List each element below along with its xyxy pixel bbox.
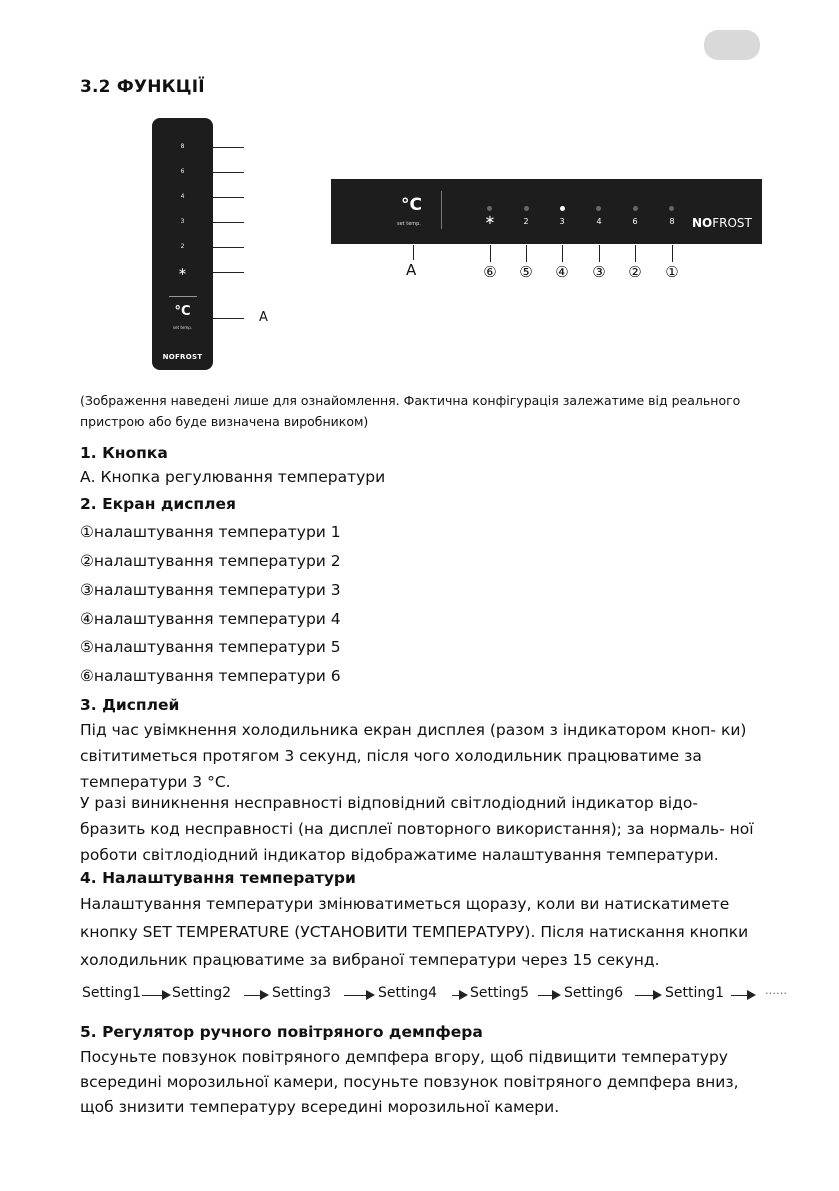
arrow-right-icon (344, 995, 373, 996)
h-callout-tick (635, 245, 636, 262)
h-callout-a: A (406, 261, 417, 279)
heading-display: 3. Дисплей (80, 696, 180, 714)
arrow-right-icon (244, 995, 267, 996)
circled-number-1: ① (665, 263, 679, 281)
v-label-3: 3 (180, 218, 185, 225)
list-item: ⑥налаштування температури 6 (80, 667, 341, 685)
indicator-dot-active (560, 206, 565, 211)
setting-step: Setting3 (272, 985, 332, 1001)
horizontal-control-panel (331, 179, 762, 244)
v-label-8: 8 (180, 143, 185, 150)
v-set-temp-label: set temp. (172, 325, 193, 330)
page-tab (704, 30, 760, 60)
indicator-dot (669, 206, 674, 211)
h-label-4: 4 (596, 217, 602, 226)
v-callout-line (213, 147, 244, 148)
setting-step: Setting1 (82, 985, 142, 1001)
v-label-6: 6 (180, 168, 185, 175)
air-damper-paragraph: Посуньте повзунок повітряного демпфера вгору, щоб підвищити температуру всередині морозильної камери, посуньте повзунок повітряного демпфера вниз, щоб знизити температуру всередині морозильної камери. (80, 1048, 739, 1116)
h-set-temp-label: set temp. (397, 221, 421, 227)
section-title: 3.2 ФУНКЦІЇ (80, 77, 205, 97)
heading-button: 1. Кнопка (80, 444, 168, 462)
v-callout-line (213, 272, 244, 273)
arrow-right-icon (142, 995, 169, 996)
circled-number-3: ③ (592, 263, 606, 281)
setting-step: Setting1 (665, 985, 725, 1001)
h-snowflake-icon: ∗ (484, 213, 496, 228)
image-caption: (Зображення наведені лише для ознайомлення. Фактична конфігурація залежатиме від реального пристрою або буде визначена виробником) (80, 393, 741, 429)
v-callout-line (213, 222, 244, 223)
ellipsis: …… (765, 984, 787, 997)
h-label-6: 6 (632, 217, 638, 226)
h-callout-tick (562, 245, 563, 262)
circled-number-4: ④ (555, 263, 569, 281)
circled-number-2: ② (628, 263, 642, 281)
setting-cycle-diagram (80, 983, 787, 1009)
h-label-3: 3 (559, 217, 565, 226)
v-snowflake-icon: ∗ (177, 265, 188, 278)
indicator-dot (596, 206, 601, 211)
v-divider (169, 296, 197, 297)
v-callout-line-a (213, 318, 244, 319)
h-callout-tick-a (413, 245, 414, 260)
list-item: ⑤налаштування температури 5 (80, 638, 341, 656)
v-label-2: 2 (180, 243, 185, 250)
v-callout-line (213, 247, 244, 248)
h-callout-tick (526, 245, 527, 262)
setting-step: Setting2 (172, 985, 232, 1001)
circled-number-6: ⑥ (483, 263, 497, 281)
h-label-8: 8 (669, 217, 675, 226)
display-paragraph-1: Під час увімкнення холодильника екран дисплея (разом з індикатором кноп- ки) світитиметься протягом 3 секунд, після чого холодильник працюватиме за температури 3 °C. (80, 721, 747, 791)
h-temp-button[interactable]: °C (401, 195, 422, 215)
arrow-right-icon (538, 995, 559, 996)
indicator-dot (487, 206, 492, 211)
list-item: ①налаштування температури 1 (80, 523, 341, 541)
h-label-2: 2 (523, 217, 529, 226)
list-item: ④налаштування температури 4 (80, 610, 341, 628)
v-temp-button[interactable]: °C (174, 304, 191, 319)
h-separator (441, 191, 442, 229)
setting-step: Setting6 (564, 985, 624, 1001)
arrow-right-icon (635, 995, 660, 996)
h-callout-tick (490, 245, 491, 262)
h-brand-label: NOFROST (692, 216, 752, 230)
indicator-dot (524, 206, 529, 211)
v-callout-line (213, 197, 244, 198)
h-callout-tick (599, 245, 600, 262)
v-label-4: 4 (180, 193, 185, 200)
v-callout-line (213, 172, 244, 173)
arrow-right-icon (731, 995, 754, 996)
display-paragraph-2: У разі виникнення несправності відповідний світлодіодний індикатор відо- бразить код несправності (на дисплеї повторного використання); за нормаль- ної роботи світлодіодний індикатор відображатиме налаштування температури. (80, 794, 754, 864)
setting-step: Setting5 (470, 985, 530, 1001)
button-description: А. Кнопка регулювання температури (80, 468, 386, 486)
temperature-paragraph: Налаштування температури змінюватиметься щоразу, коли ви натискатимете кнопку SET TEMPERATURE (УСТАНОВИТИ ТЕМПЕРАТУРУ). Після натискання кнопки холодильник працюватиме за вибраної температури через 15 секунд. (80, 895, 749, 969)
heading-temperature-setting: 4. Налаштування температури (80, 869, 356, 887)
vertical-control-panel (152, 118, 213, 370)
arrow-right-icon (452, 995, 466, 996)
indicator-dot (633, 206, 638, 211)
v-callout-a: A (259, 310, 268, 325)
circled-number-5: ⑤ (519, 263, 533, 281)
heading-display-screen: 2. Екран дисплея (80, 495, 236, 513)
v-brand-label: NOFROST (162, 353, 203, 361)
h-callout-tick (672, 245, 673, 262)
list-item: ②налаштування температури 2 (80, 552, 341, 570)
heading-air-damper: 5. Регулятор ручного повітряного демпфера (80, 1023, 483, 1041)
setting-step: Setting4 (378, 985, 438, 1001)
list-item: ③налаштування температури 3 (80, 581, 341, 599)
